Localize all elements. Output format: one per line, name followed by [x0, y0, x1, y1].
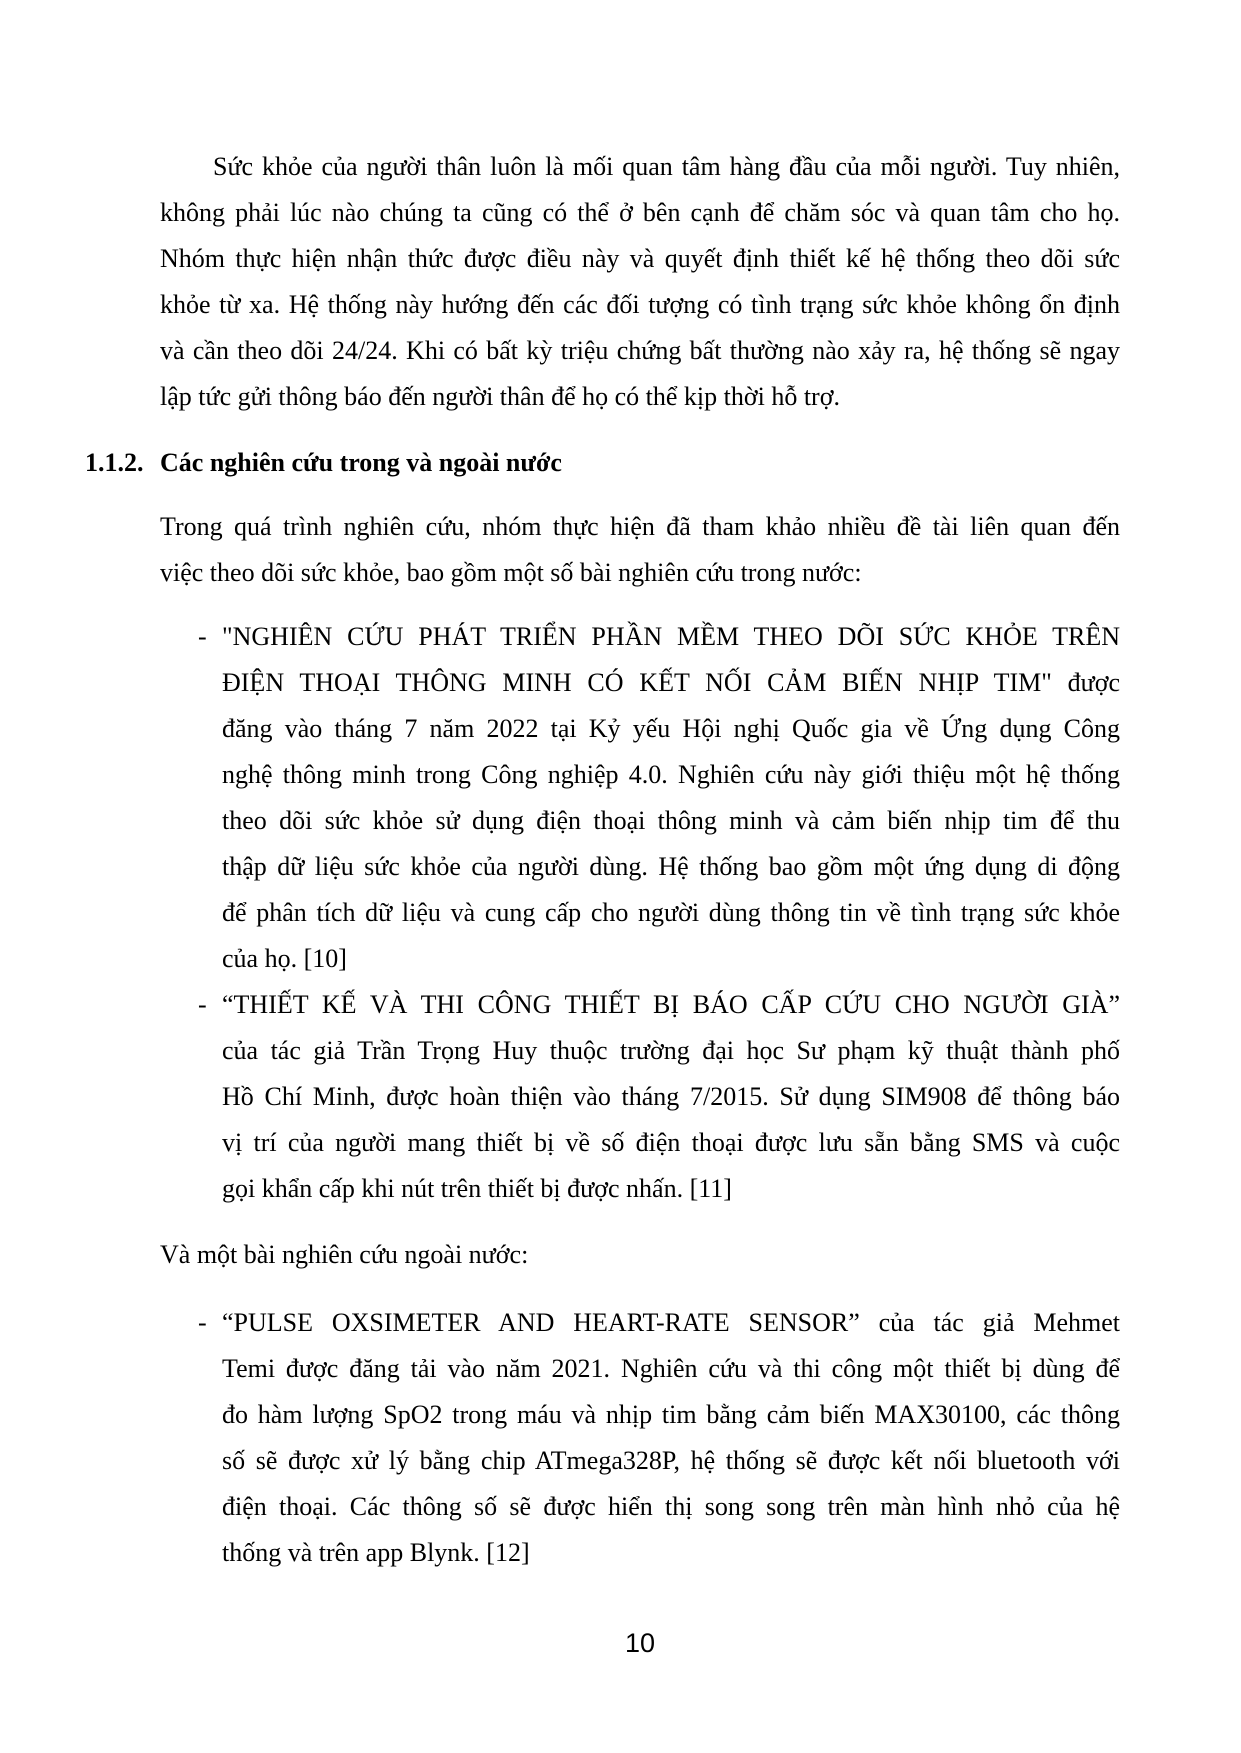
- text-line: thập dữ liệu sức khỏe của người dùng. Hệ thống bao gồm một ứng dụng di động: [222, 852, 1120, 881]
- page-number: 10: [624, 1628, 656, 1658]
- bullet-marker: -: [198, 622, 207, 651]
- text-line: thống và trên app Blynk. [12]: [222, 1538, 530, 1567]
- list-item-text: [222, 982, 1120, 1212]
- text-line: ĐIỆN THOẠI THÔNG MINH CÓ KẾT NỐI CẢM BIẾN NHỊP TIM" được: [222, 668, 1120, 697]
- text-line: điện thoại. Các thông số sẽ được hiển thị song song trên màn hình nhỏ của hệ: [222, 1492, 1120, 1521]
- text-line: Temi được đăng tải vào năm 2021. Nghiên cứu và thi công một thiết bị dùng để: [222, 1354, 1120, 1383]
- text-line: Hồ Chí Minh, được hoàn thiện vào tháng 7/2015. Sử dụng SIM908 để thông báo: [222, 1082, 1120, 1111]
- text-line: gọi khẩn cấp khi nút trên thiết bị được nhấn. [11]: [222, 1174, 732, 1203]
- text-line: "NGHIÊN CỨU PHÁT TRIỂN PHẦN MỀM THEO DÕI SỨC KHỎE TRÊN: [222, 622, 1120, 651]
- text-line: Sức khỏe của người thân luôn là mối quan tâm hàng đầu của mỗi người. Tuy nhiên,: [213, 152, 1120, 181]
- text-line: và cần theo dõi 24/24. Khi có bất kỳ triệu chứng bất thường nào xảy ra, hệ thống sẽ ngay: [160, 336, 1120, 365]
- text-line: đăng vào tháng 7 năm 2022 tại Kỷ yếu Hội nghị Quốc gia về Ứng dụng Công: [222, 714, 1120, 743]
- text-line: của họ. [10]: [222, 944, 347, 973]
- text-block: [85, 0, 1120, 1666]
- paragraph-foreign-intro: [160, 1232, 1120, 1278]
- text-line: khỏe từ xa. Hệ thống này hướng đến các đối tượng có tình trạng sức khỏe không ổn định: [160, 290, 1120, 319]
- list-item-text: [222, 1300, 1120, 1576]
- heading-number: 1.1.2.: [85, 448, 144, 477]
- research-list-domestic: [160, 614, 1120, 1212]
- text-line: đo hàm lượng SpO2 trong máu và nhịp tim bằng cảm biến MAX30100, các thông: [222, 1400, 1120, 1429]
- text-line: Trong quá trình nghiên cứu, nhóm thực hiện đã tham khảo nhiều đề tài liên quan đến: [160, 512, 1120, 541]
- list-item: [160, 982, 1120, 1212]
- text-line: không phải lúc nào chúng ta cũng có thể ở bên cạnh để chăm sóc và quan tâm cho họ.: [160, 198, 1120, 227]
- text-line: số sẽ được xử lý bằng chip ATmega328P, hệ thống sẽ được kết nối bluetooth với: [222, 1446, 1120, 1475]
- text-line: Nhóm thực hiện nhận thức được điều này và quyết định thiết kế hệ thống theo dõi sức: [160, 244, 1120, 273]
- heading-title: Các nghiên cứu trong và ngoài nước: [160, 448, 562, 477]
- text-line: nghệ thông minh trong Công nghiệp 4.0. Nghiên cứu này giới thiệu một hệ thống: [222, 760, 1120, 789]
- text-line: việc theo dõi sức khỏe, bao gồm một số bài nghiên cứu trong nước:: [160, 558, 862, 587]
- text-line: Và một bài nghiên cứu ngoài nước:: [160, 1240, 529, 1269]
- list-item: [160, 614, 1120, 982]
- paragraph-domestic-intro: [160, 504, 1120, 596]
- list-item-text: [222, 614, 1120, 982]
- text-line: “PULSE OXSIMETER AND HEART-RATE SENSOR” của tác giả Mehmet: [222, 1308, 1120, 1337]
- bullet-marker: -: [198, 990, 207, 1019]
- text-line: của tác giả Trần Trọng Huy thuộc trường đại học Sư phạm kỹ thuật thành phố: [222, 1036, 1120, 1065]
- text-line: theo dõi sức khỏe sử dụng điện thoại thông minh và cảm biến nhịp tim để thu: [222, 806, 1120, 835]
- research-list-foreign: [160, 1300, 1120, 1576]
- text-line: để phân tích dữ liệu và cung cấp cho người dùng thông tin về tình trạng sức khỏe: [222, 898, 1120, 927]
- bullet-marker: -: [198, 1308, 207, 1337]
- text-line: vị trí của người mang thiết bị về số điện thoại được lưu sẵn bằng SMS và cuộc: [222, 1128, 1120, 1157]
- list-item: [160, 1300, 1120, 1576]
- paragraph-intro: [160, 144, 1120, 420]
- section-heading: [85, 440, 1120, 486]
- text-line: “THIẾT KẾ VÀ THI CÔNG THIẾT BỊ BÁO CẤP CỨU CHO NGƯỜI GIÀ”: [222, 990, 1120, 1019]
- text-line: lập tức gửi thông báo đến người thân để họ có thể kịp thời hỗ trợ.: [160, 382, 840, 411]
